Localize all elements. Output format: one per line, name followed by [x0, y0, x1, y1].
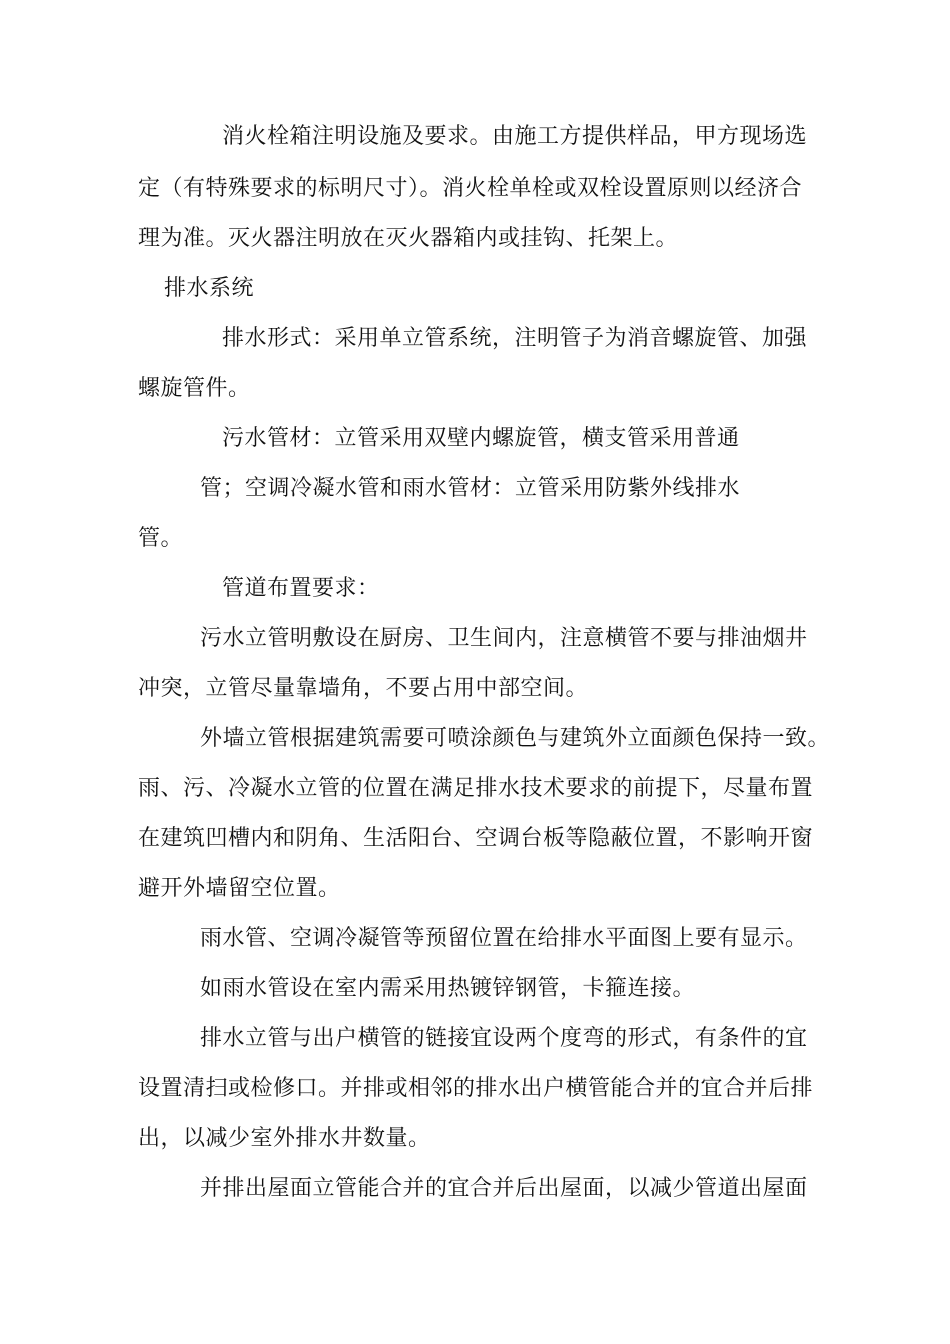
text-line: 外墙立管根据建筑需要可喷涂颜色与建筑外立面颜色保持一致。: [200, 726, 831, 751]
text-line: 理为准。灭火器注明放在灭火器箱内或挂钩、托架上。: [138, 226, 679, 251]
section-heading: 排水系统: [164, 276, 255, 301]
text-line: 管。: [138, 526, 184, 551]
text-line: 管；空调冷凝水管和雨水管材：立管采用防紫外线排水: [200, 476, 741, 501]
text-line: 消火栓箱注明设施及要求。由施工方提供样品，甲方现场选: [222, 124, 808, 149]
text-line: 在建筑凹槽内和阴角、生活阳台、空调台板等隐蔽位置，不影响开窗: [138, 826, 814, 851]
text-line: 如雨水管设在室内需采用热镀锌钢管，卡箍连接。: [200, 976, 696, 1001]
text-line: 雨水管、空调冷凝管等预留位置在给排水平面图上要有显示。: [200, 926, 808, 951]
text-line: 出，以减少室外排水井数量。: [138, 1126, 431, 1151]
text-line: 设置清扫或检修口。并排或相邻的排水出户横管能合并的宜合并后排: [138, 1076, 814, 1101]
text-line: 避开外墙留空位置。: [138, 876, 341, 901]
text-line: 排水立管与出户横管的链接宜设两个度弯的形式，有条件的宜: [200, 1026, 808, 1051]
text-line: 定（有特殊要求的标明尺寸）。消火栓单栓或双栓设置原则以经济合: [138, 176, 803, 201]
text-line: 污水立管明敷设在厨房、卫生间内，注意横管不要与排油烟井: [200, 626, 808, 651]
text-line: 并排出屋面立管能合并的宜合并后出屋面，以减少管道出屋面: [200, 1176, 808, 1201]
text-line: 管道布置要求：: [222, 576, 380, 601]
text-line: 冲突，立管尽量靠墙角，不要占用中部空间。: [138, 676, 589, 701]
text-line: 排水形式：采用单立管系统，注明管子为消音螺旋管、加强: [222, 326, 808, 351]
text-line: 螺旋管件。: [138, 376, 251, 401]
text-line: 污水管材：立管采用双壁内螺旋管，横支管采用普通: [222, 426, 740, 451]
text-line: 雨、污、冷凝水立管的位置在满足排水技术要求的前提下，尽量布置: [138, 776, 814, 801]
